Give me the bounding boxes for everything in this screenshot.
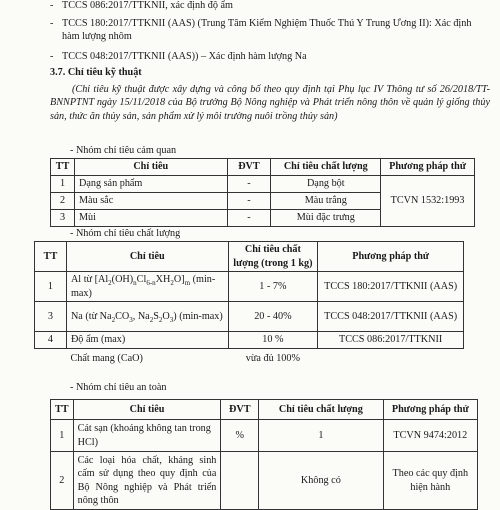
header-unit: ĐVT xyxy=(221,400,259,420)
header-tt: TT xyxy=(51,159,75,176)
aluminum-formula: Al từ $[Al_2(OH)_nCl_{6-n}XH_2O]_m$ (min-max) xyxy=(66,272,228,302)
quality-table xyxy=(34,241,464,369)
sodium-formula: Na (từ $Na_2CO_3$, $Na_2S_2O_3$) (min-max) xyxy=(66,302,228,332)
table-row: 2 Màu sắc - Màu trắng xyxy=(51,193,475,210)
table-row: 2 Các loại hóa chất, kháng sinh cấm sử dụng theo quy định của Bộ Nông nghiệp và Phát triển nông thôn Không có Theo các quy định hiện hành xyxy=(51,452,478,510)
group2-label: - Nhóm chỉ tiêu chất lượng xyxy=(70,228,181,239)
group3-label: - Nhóm chỉ tiêu an toàn xyxy=(70,382,167,393)
table-row: 4 Độ ẩm (max) 10 % TCCS 086:2017/TTKNII xyxy=(35,332,464,349)
header-tt: TT xyxy=(51,400,74,420)
header-quality: Chỉ tiêu chất lượng xyxy=(271,159,381,176)
header-quality: Chỉ tiêu chất lượng (trong 1 kg) xyxy=(228,242,318,272)
sensory-method: TCVN 1532:1993 xyxy=(381,176,475,227)
section-heading: 3.7. Chỉ tiêu kỹ thuật xyxy=(50,67,142,78)
bullet-sodium: - TCCS 048:2017/TTKNII (AAS)) – Xác định hàm lượng Na xyxy=(62,50,482,63)
sensory-table xyxy=(50,158,475,227)
header-criteria: Chỉ tiêu xyxy=(73,400,221,420)
header-tt: TT xyxy=(35,242,67,272)
header-method: Phương pháp thử xyxy=(318,242,464,272)
header-unit: ĐVT xyxy=(227,159,271,176)
group1-label: - Nhóm chỉ tiêu cảm quan xyxy=(70,145,177,156)
table-row: 3 Na (từ $Na_2CO_3$, $Na_2S_2O_3$) (min-max) 20 - 40% TCCS 048:2017/TTKNII (AAS) xyxy=(35,302,464,332)
bullet-moisture: - TCCS 086:2017/TTKNII, xác định độ ẩm xyxy=(62,0,482,12)
safety-table xyxy=(50,399,478,510)
table-row: 3 Mùi - Mùi đặc trưng xyxy=(51,210,475,227)
section-intro: (Chỉ tiêu kỹ thuật được xây dựng và công bố theo quy định tại Phụ lục IV Thông tư số 26/2018/TT-BNNPTNT ngày 15/11/2018 của Bộ trưởng Bộ Nông nghiệp và Phát triển nông thôn về quản lý giống thủy sản, thức ăn thủy sản, sản phẩm xử lý môi trường nuôi trồng thủy sản) xyxy=(50,84,490,122)
table-row: 1 Cát sạn (khoáng không tan trong HCl) % 1 TCVN 9474:2012 xyxy=(51,420,478,452)
header-method: Phương pháp thử xyxy=(381,159,475,176)
header-method: Phương pháp thử xyxy=(383,400,477,420)
bullet-aluminum: - TCCS 180:2017/TTKNII (AAS) (Trung Tâm Kiểm Nghiệm Thuốc Thú Y Trung Ương II): Xác định hàm lượng nhôm xyxy=(62,17,487,44)
table-row: 1 Dạng sản phẩm - Dạng bột TCVN 1532:1993 xyxy=(51,176,475,193)
table-row: 1 Al từ $[Al_2(OH)_nCl_{6-n}XH_2O]_m$ (min-max) 1 - 7% TCCS 180:2017/TTKNII (AAS) xyxy=(35,272,464,302)
header-quality: Chỉ tiêu chất lượng xyxy=(259,400,384,420)
header-criteria: Chỉ tiêu xyxy=(66,242,228,272)
header-criteria: Chỉ tiêu xyxy=(74,159,227,176)
table-row: Chất mang (CaO) vừa đủ 100% xyxy=(70,353,300,365)
